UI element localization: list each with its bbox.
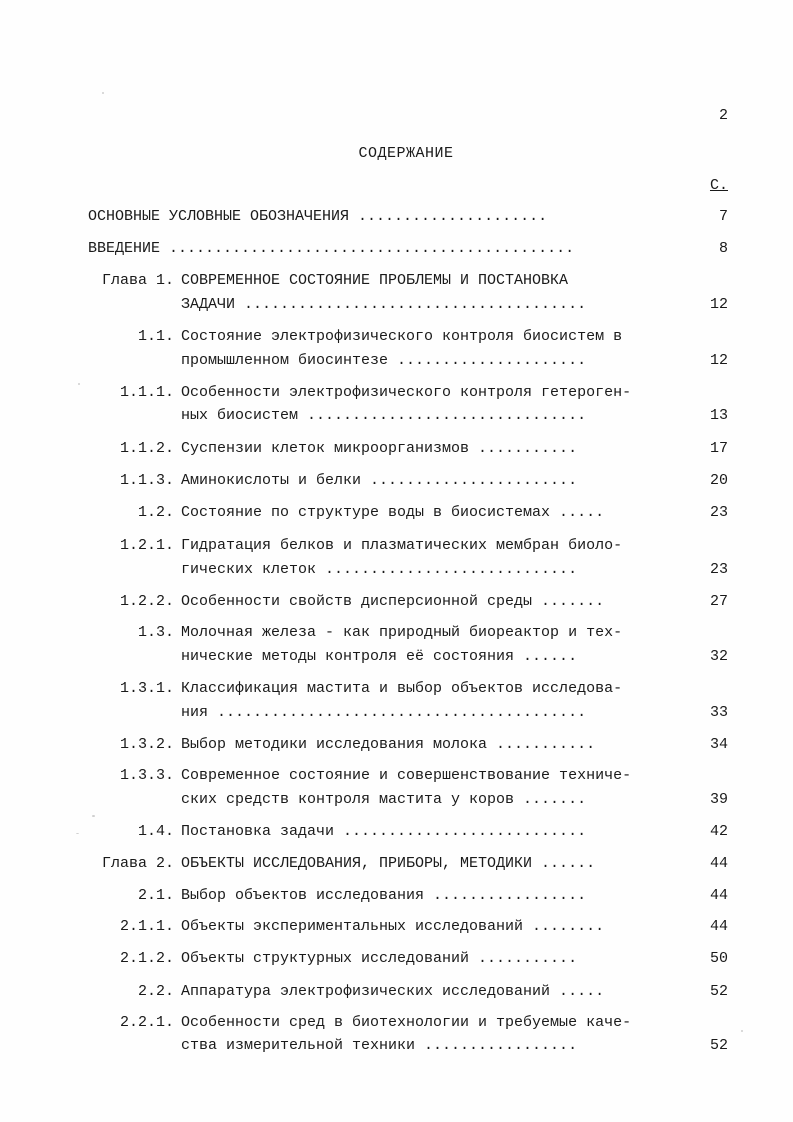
toc-entry-number: 1.1. [137,328,174,345]
toc-entry-page: 39 [709,791,728,808]
toc-entry-title: ВВЕДЕНИЕ ............................................. [88,240,575,257]
toc-entry-title: Гидратация белков и плазматических мембран биоло- [181,537,623,554]
toc-entry-title-line2: ских средств контроля мастита у коров ....... [181,791,587,808]
toc-entry-number: Глава 2. [101,855,174,872]
toc-entry-title: ОБЪЕКТЫ ИССЛЕДОВАНИЯ, ПРИБОРЫ, МЕТОДИКИ ...... [181,855,596,872]
toc-entry-title-line2: гических клеток ............................ [181,561,578,578]
toc-entry-title: Состояние по структуре воды в биосистемах ..... [181,504,605,521]
toc-entry-page: 13 [709,407,728,424]
toc-entry-page: 33 [709,704,728,721]
toc-entry-number: 1.3.2. [119,736,174,753]
toc-entry-page: 8 [718,240,728,257]
toc-entry-title: Объекты экспериментальных исследований ........ [181,918,605,935]
scan-speck [76,833,79,834]
toc-entry-page: 52 [709,983,728,1000]
toc-entry-number: 2.2.1. [119,1014,174,1031]
toc-entry-number: 2.1.2. [119,950,174,967]
scan-speck [102,92,104,94]
toc-entry-page: 52 [709,1037,728,1054]
toc-entry-number: 2.1. [137,887,174,904]
toc-entry-title-line2: ния ......................................... [181,704,587,721]
toc-entry-page: 23 [709,504,728,521]
page-number: 2 [718,107,728,124]
toc-entry-title: Состояние электрофизического контроля биосистем в [181,328,623,345]
toc-entry-page: 44 [709,887,728,904]
page-title: СОДЕРЖАНИЕ [358,145,454,162]
toc-entry-title: Суспензии клеток микроорганизмов ........... [181,440,578,457]
scan-speck [92,815,95,817]
toc-entry-title: Аппаратура электрофизических исследований ..... [181,983,605,1000]
toc-entry-title: Особенности сред в биотехнологии и требуемые каче- [181,1014,632,1031]
toc-entry-number: 1.2.2. [119,593,174,610]
toc-entry-page: 27 [709,593,728,610]
toc-entry-number: 1.3.3. [119,767,174,784]
toc-entry-title-line2: ЗАДАЧИ ...................................... [181,296,587,313]
toc-entry-title: СОВРЕМЕННОЕ СОСТОЯНИЕ ПРОБЛЕМЫ И ПОСТАНОВКА [181,272,569,289]
toc-entry-title: ОСНОВНЫЕ УСЛОВНЫЕ ОБОЗНАЧЕНИЯ ..................... [88,208,548,225]
toc-entry-number: 2.1.1. [119,918,174,935]
toc-entry-page: 34 [709,736,728,753]
toc-entry-title-line2: промышленном биосинтезе ..................... [181,352,587,369]
toc-entry-number: 1.3. [137,624,174,641]
toc-entry-page: 17 [709,440,728,457]
toc-entry-title: Выбор методики исследования молока ........... [181,736,596,753]
toc-entry-page: 20 [709,472,728,489]
scan-speck [78,383,80,385]
toc-entry-page: 12 [709,296,728,313]
toc-entry-title-line2: нические методы контроля её состояния ...... [181,648,578,665]
toc-entry-number: 1.3.1. [119,680,174,697]
toc-entry-title-line2: ных биосистем ............................... [181,407,587,424]
toc-entry-title-line2: ства измерительной техники ................. [181,1037,578,1054]
toc-entry-number: Глава 1. [101,272,174,289]
toc-entry-title: Молочная железа - как природный биореактор и тех- [181,624,623,641]
toc-entry-title: Аминокислоты и белки ....................... [181,472,578,489]
toc-entry-page: 42 [709,823,728,840]
toc-entry-number: 1.1.3. [119,472,174,489]
toc-entry-page: 23 [709,561,728,578]
toc-entry-page: 12 [709,352,728,369]
toc-entry-title: Постановка задачи ........................... [181,823,587,840]
toc-entry-page: 44 [709,918,728,935]
toc-entry-number: 1.1.1. [119,384,174,401]
toc-entry-title: Выбор объектов исследования ................. [181,887,587,904]
toc-entry-title: Объекты структурных исследований ........... [181,950,578,967]
toc-entry-title: Особенности электрофизического контроля гетероген- [181,384,632,401]
toc-entry-title: Современное состояние и совершенствование техниче- [181,767,632,784]
page-column-header: С. [709,177,728,194]
toc-entry-page: 7 [718,208,728,225]
toc-entry-title: Особенности свойств дисперсионной среды ....... [181,593,605,610]
scan-speck [741,1030,743,1032]
toc-entry-number: 1.1.2. [119,440,174,457]
toc-entry-number: 2.2. [137,983,174,1000]
toc-entry-page: 50 [709,950,728,967]
toc-entry-number: 1.4. [137,823,174,840]
toc-entry-number: 1.2. [137,504,174,521]
toc-entry-number: 1.2.1. [119,537,174,554]
toc-entry-page: 44 [709,855,728,872]
toc-entry-page: 32 [709,648,728,665]
toc-entry-title: Классификация мастита и выбор объектов исследова- [181,680,623,697]
